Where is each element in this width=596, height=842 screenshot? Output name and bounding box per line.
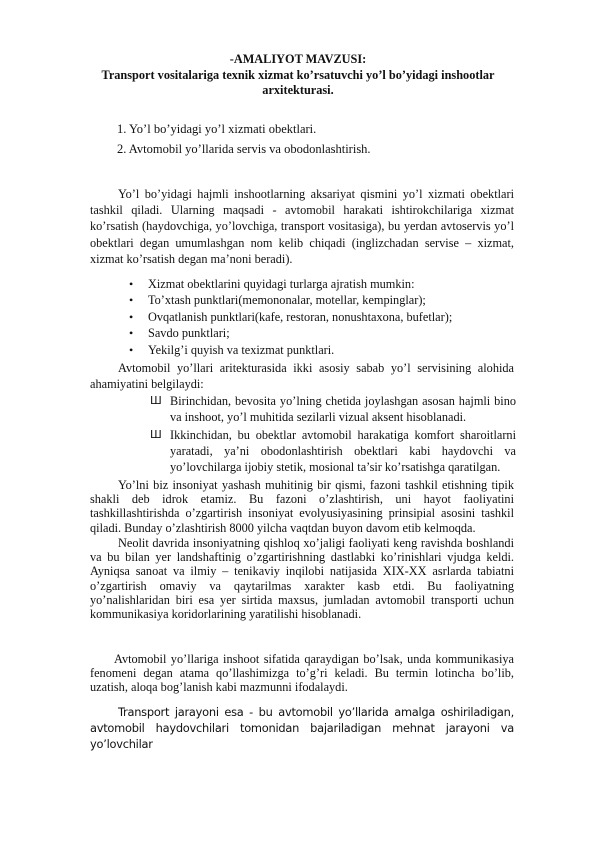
reason-item — [150, 427, 516, 476]
toc-item: 2. Avtomobil yo’llarida servis va obodonlashtirish. — [117, 142, 371, 156]
paragraph-transport-process: Transport jarayoni esa - bu avtomobil yo’llarida amalga oshiriladigan, avtomobil haydovchilari tomonidan bajariladigan mehnat jarayoni va yo’lovchilar — [90, 705, 514, 751]
square-bullet-icon: Ш — [150, 428, 162, 441]
bullet-item: • Ovqatlanish punktlari(kafe, restoran, nonushtaxona, bufetlar); — [126, 309, 516, 325]
paragraph-neolithic: Neolit davrida insoniyatning qishloq xo’jaligi faoliyati keng ravishda boshlandi va bu bilan yer landshaftinig o’zgartirishning dastlabki ko’rinishlari vjudga keldi. Ayniqsa sanoat va ilmiy – tenikaviy inqilobi natijasida XIX-XX asrlarda tabiatni o’zgartirish omaviy va qaytarilmas xarakter kasb etdi. Bu faoliyatning yo’nalishlaridan biri esa yer sirtida maxsus, jumladan avtomobil transporti uchun kommunikasiya koridorlarining yaratilishi hisoblanadi. — [90, 536, 514, 622]
bullet-item: • Xizmat obektlarini quyidagi turlarga ajratish mumkin: — [126, 276, 516, 292]
bullet-item: • Savdo punktlari; — [126, 325, 516, 341]
square-bullet-icon: Ш — [150, 394, 162, 407]
reason-text: Ikkinchidan, bu obektlar avtomobil harakatiga komfort sharoitlarni yaratadi, ya’ni obodonlashtirish obektlari kabi haydovchi va yo’lovchilarga ijobiy stetik, mosional ta’sir ko’rsatishga qaratilgan. — [170, 428, 516, 475]
paragraph-reasons: Avtomobil yo’llari aritekturasida ikki asosiy sabab yo’l servisining alohida ahamiyatini belgilaydi: — [90, 361, 514, 392]
reason-list — [150, 427, 516, 476]
document-heading: -AMALIYOT MAVZUSI: — [229, 52, 367, 66]
document-subtitle: Transport vositalariga texnik xizmat ko’rsatuvchi yo’l bo’yidagi inshootlar arxitekturasi. — [101, 68, 495, 97]
reason-text: Birinchidan, bevosita yo’lning chetida joylashgan asosan hajmli bino va inshoot, yo’l muhitida sezilarli vizual aksent hisoblanadi. — [170, 394, 516, 425]
paragraph-communication: Avtomobil yo’llariga inshoot sifatida qaraydigan bo’lsak, unda kommunikasiya fenomeni degan atama qo’llashimizga to’g’ri keladi. Bu termin lotincha bo’lib, uzatish, aloqa bog’lanish kabi mazmunni ifodalaydi. — [90, 652, 514, 695]
bullet-item: • To’xtash punktlari(memononalar, motellar, kempinglar); — [126, 292, 516, 308]
toc-item: 1. Yo’l bo’yidagi yo’l xizmati obektlari. — [117, 122, 317, 136]
reason-list — [150, 393, 516, 425]
paragraph-environment: Yo’lni biz insoniyat yashash muhitinig bir qismi, fazoni tashkil etishning tipik shakli deb idrok etamiz. Bu fazoni o’zlashtirish, uni hayot faoliyatini tashkillashtirishda o’zgartirish insoniyat evolyusiyasining prinsipial asosini tashkil qiladi. Bunday o’zlashtirish 8000 yilcha vaqtdan buyon davom etib kelmoqda. — [90, 478, 514, 535]
paragraph-intro: Yo’l bo’yidagi hajmli inshootlarning aksariyat qismini yo’l xizmati obektlari tashkil qiladi. Ularning maqsadi - avtomobil harakati ishtirokchilariga xizmat ko’rsatish (haydovchiga, yo’lovchiga, transport vositasiga), bu yerdan avtoservis yo’l obektlari degan umumlashgan nom kelib chiqadi (inglizchadan servise – xizmat, xizmat ko’rsatish degan ma’noni beradi). — [90, 187, 514, 266]
bullet-item: • Yekilg’i quyish va texizmat punktlari. — [126, 342, 516, 358]
reason-item — [150, 393, 516, 425]
bullet-list — [126, 276, 516, 358]
